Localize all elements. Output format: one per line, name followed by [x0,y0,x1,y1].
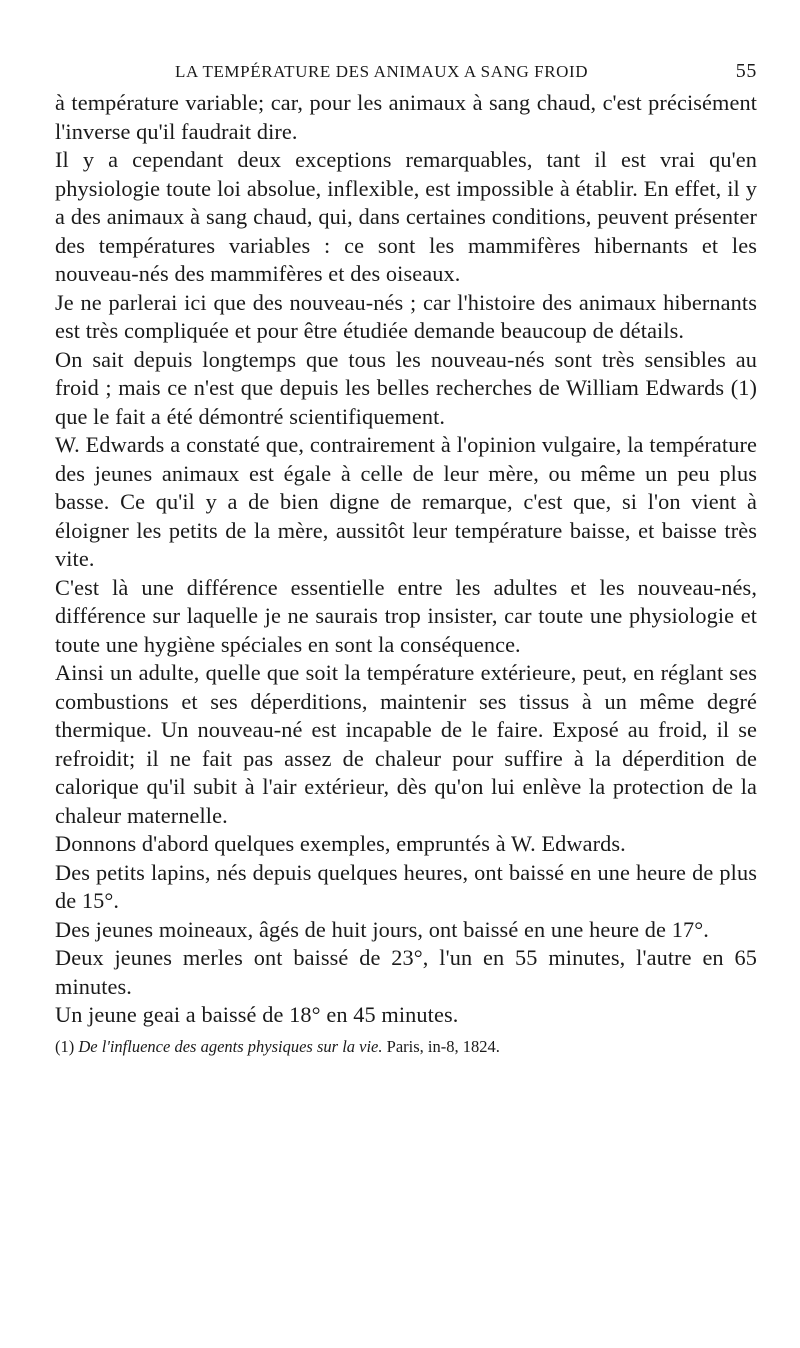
paragraph: On sait depuis longtemps que tous les nouveau-nés sont très sensibles au froid ; mais ce n'est que depuis les belles recherches de William Edwards (1) que le fait a été démontré scientifiquement. [55,346,757,429]
running-head [55,56,757,86]
paragraph: Il y a cependant deux exceptions remarquables, tant il est vrai qu'en physiologie toute loi absolue, inflexible, est impossible à établir. En effet, il y a des animaux à sang chaud, qui, dans certaines conditions, peuvent présenter des températures variables : ce sont les mammifères hibernants et les nouveau-nés des mammifères et des oiseaux. [55,147,757,286]
paragraph: Des petits lapins, nés depuis quelques heures, ont baissé en une heure de plus de 15°. [55,859,757,913]
paragraph: W. Edwards a constaté que, contrairement à l'opinion vulgaire, la température des jeunes animaux est égale à celle de leur mère, ou même un peu plus basse. Ce qu'il y a de bien digne de remarque, c'est que, si l'on vient à éloigner les petits de la mère, aussitôt leur température baisse, et baisse très vite. [55,432,757,571]
paragraph: Un jeune geai a baissé de 18° en 45 minutes. [55,1002,459,1027]
paragraph: Ainsi un adulte, quelle que soit la température extérieure, peut, en réglant ses combustions et ses déperditions, maintenir ses tissus à un même degré thermique. Un nouveau-né est incapable de le faire. Exposé au froid, il se refroidit; il ne fait pas assez de chaleur pour suffire à la déperdition de calorique qu'il subit à l'air extérieur, dès qu'on lui enlève la protection de la chaleur maternelle. [55,660,757,828]
paragraph: à température variable; car, pour les animaux à sang chaud, c'est précisément l'inverse qu'il faudrait dire. [55,90,757,144]
paragraph: Deux jeunes merles ont baissé de 23°, l'un en 55 minutes, l'autre en 65 minutes. [55,945,757,999]
page-number: 55 [735,60,757,82]
running-title: LA TEMPÉRATURE DES ANIMAUX A SANG FROID [175,62,589,81]
footnote [55,1036,757,1058]
paragraph: Donnons d'abord quelques exemples, empruntés à W. Edwards. [55,831,626,856]
paragraph: Je ne parlerai ici que des nouveau-nés ; car l'histoire des animaux hibernants est très compliquée et pour être étudiée demande beaucoup de détails. [55,289,757,343]
footnote-marker: (1) [55,1036,75,1056]
footnote-imprint: Paris, in-8, 1824. [386,1036,500,1056]
paragraph: Des jeunes moineaux, âgés de huit jours, ont baissé en une heure de 17°. [55,916,709,942]
body-text [55,89,757,1030]
book-page [55,56,757,1058]
footnote-title: De l'influence des agents physiques sur la vie. [78,1036,383,1056]
paragraph: C'est là une différence essentielle entre les adultes et les nouveau-nés, différence sur laquelle je ne saurais trop insister, car toute une physiologie et toute une hygiène spéciales en sont la conséquence. [55,574,757,657]
